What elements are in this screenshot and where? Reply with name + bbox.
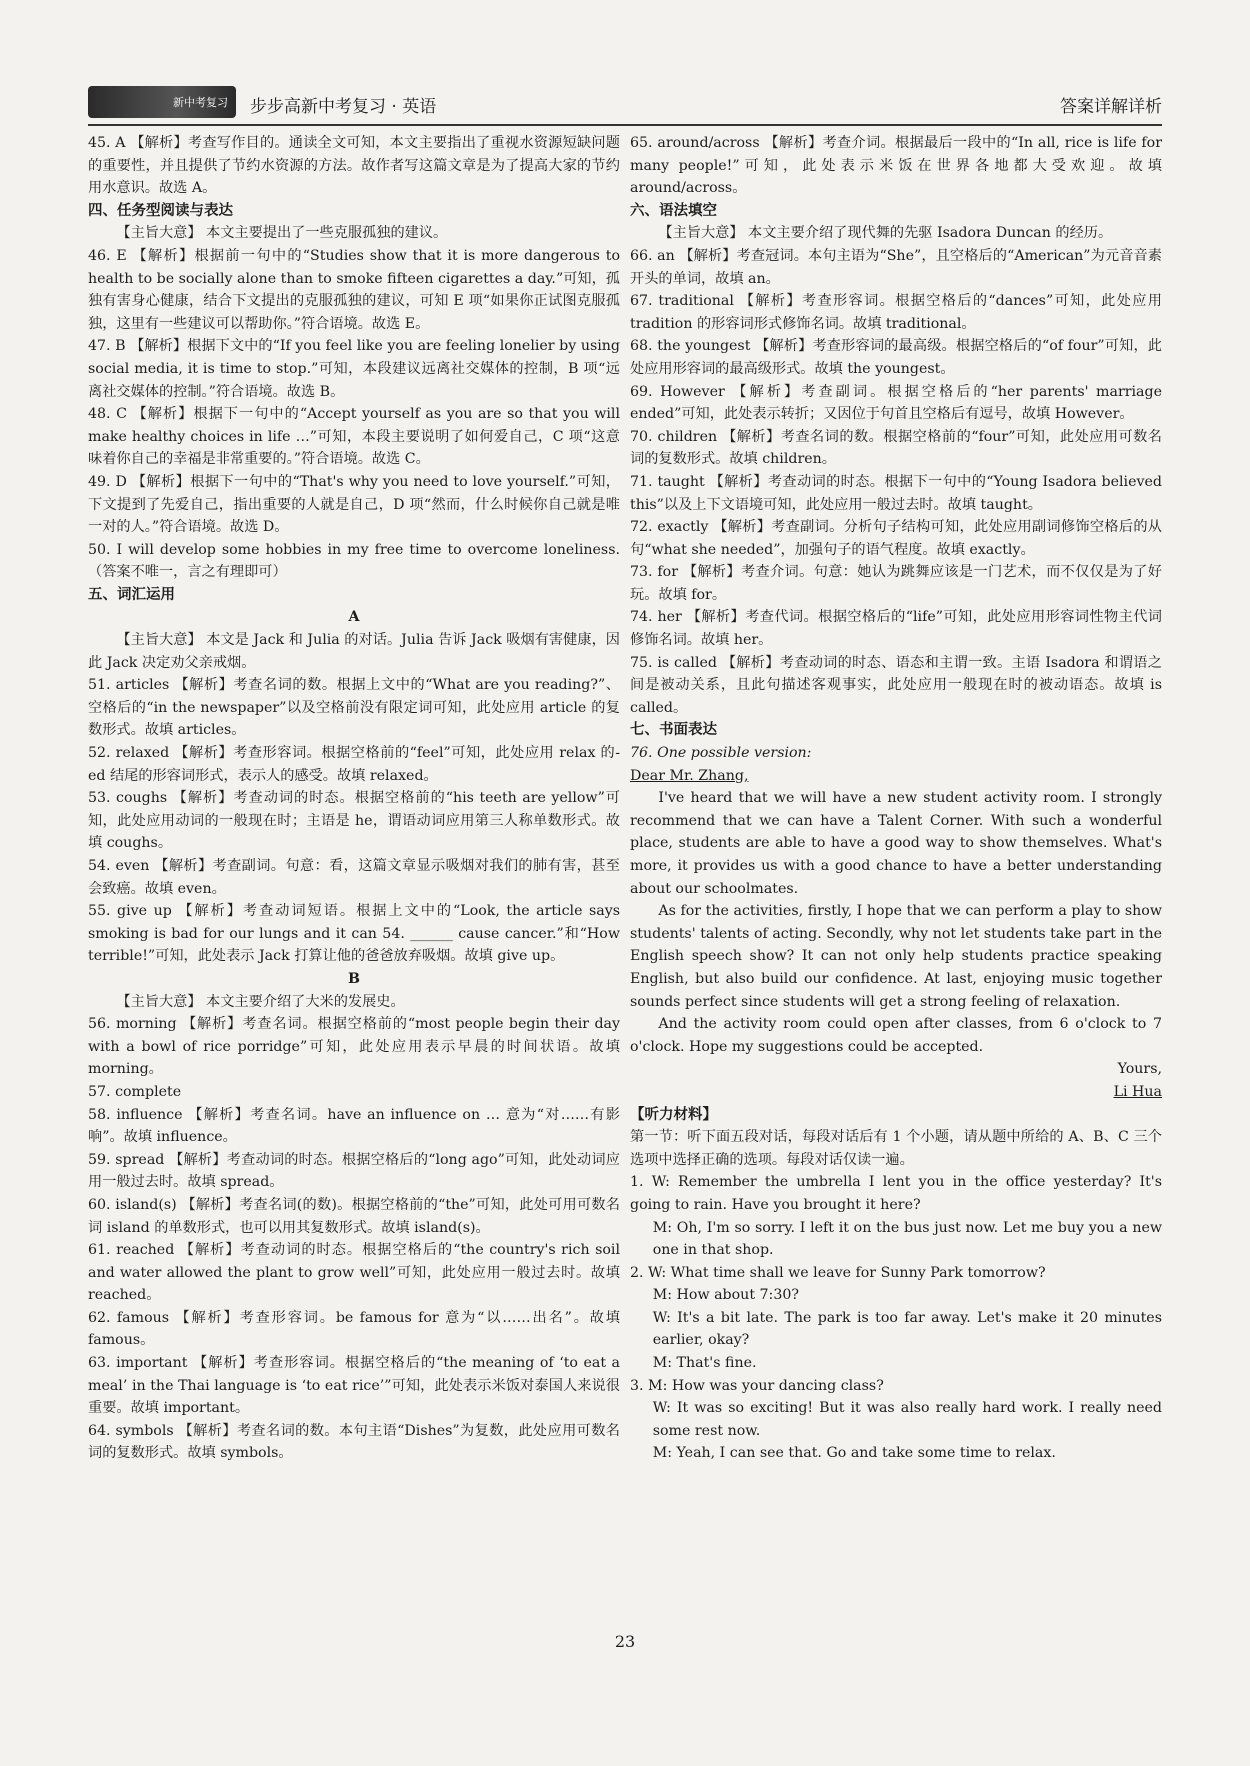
dialogue-line: M: How about 7:30? bbox=[652, 1287, 799, 1304]
answer-63: 63. important 【解析】考查形容词。根据空格后的“the meaning of ‘to eat a meal’ in the Thai language is ‘to eat rice’”可知，此处表示米饭对泰国人来说很重要。故填 important。 bbox=[88, 1355, 620, 1417]
dialogue-line: M: Yeah, I can see that. Go and take some time to relax. bbox=[652, 1445, 1056, 1462]
dialogue-line: 1. W: Remember the umbrella I lent you in the office yesterday? It's going to rain. Have you brought it here? bbox=[630, 1174, 1162, 1213]
main-idea: 【主旨大意】 本文主要介绍了现代舞的先驱 Isadora Duncan 的经历。 bbox=[658, 225, 1113, 242]
answer-68: 68. the youngest 【解析】考查形容词的最高级。根据空格后的“of four”可知，此处应用形容词的最高级形式。故填 the youngest。 bbox=[630, 338, 1162, 377]
header-title: 步步高新中考复习 · 英语 bbox=[250, 97, 437, 117]
answer-70: 70. children 【解析】考查名词的数。根据空格前的“four”可知，此处应用可数名词的复数形式。故填 children。 bbox=[630, 428, 1162, 468]
listening-heading: 【听力材料】 bbox=[630, 1106, 717, 1123]
answer-59: 59. spread 【解析】考查动词的时态。根据空格后的“long ago”可知，此处动词应用一般过去时。故填 spread。 bbox=[88, 1151, 620, 1191]
answer-49: 49. D 【解析】根据下一句中的“That's why you need to love yourself.”可知，下文提到了先爱自己，指出重要的人就是自己，D 项“然而，什么时候你自己就是唯一对的人。”符合语境。故选 D。 bbox=[88, 473, 620, 536]
answer-65: 65. around/across 【解析】考查介词。根据最后一段中的“In all, rice is life for many people!”可知，此处表示米饭在世界各地都大受欢迎。故填 around/across。 bbox=[630, 135, 1162, 197]
dialogue-line: M: That's fine. bbox=[652, 1355, 757, 1372]
answer-58: 58. influence 【解析】考查名词。have an influence on … 意为“对……有影响”。故填 influence。 bbox=[88, 1106, 620, 1146]
letter-paragraph: As for the activities, firstly, I hope that we can perform a play to show students' talents of acting. Secondly, why not let students take part in the English speech show? It can not only help students practice speaking English, but also build our confidence. At last, enjoying music together sounds perfect since students will get a strong feeling of relaxation. bbox=[630, 903, 1162, 1010]
answer-50: 50. I will develop some hobbies in my free time to overcome loneliness.（答案不唯一，言之有理即可） bbox=[88, 541, 620, 581]
answer-66: 66. an 【解析】考查冠词。本句主语为“She”，且空格后的“American”为元音音素开头的单词，故填 an。 bbox=[630, 247, 1162, 287]
letter-signature: Li Hua bbox=[1113, 1083, 1162, 1100]
page-header bbox=[88, 84, 1162, 126]
answer-64: 64. symbols 【解析】考查名词的数。本句主语“Dishes”为复数，此处应用可数名词的复数形式。故填 symbols。 bbox=[88, 1422, 620, 1462]
section-heading: 七、书面表达 bbox=[630, 722, 717, 739]
letter-greeting: Dear Mr. Zhang, bbox=[630, 767, 749, 784]
dialogue-line: M: Oh, I'm so sorry. I left it on the bus just now. Let me buy you a new one in that shop. bbox=[652, 1219, 1162, 1259]
book-logo-icon: 新中考复习 bbox=[88, 86, 236, 118]
answer-72: 72. exactly 【解析】考查副词。分析句子结构可知，此处应用副词修饰空格后的从句“what she needed”，加强句子的语气程度。故填 exactly。 bbox=[630, 519, 1162, 558]
answer-47: 47. B 【解析】根据下文中的“If you feel like you are feeling lonelier by using social media, it is time to stop.”可知，本段建议远离社交媒体的控制，B 项“远离社交媒体的控制。”符合语境。故选 B。 bbox=[88, 338, 620, 400]
answer-45: 45. A 【解析】考查写作目的。通读全文可知，本文主要指出了重视水资源短缺问题的重要性，并且提供了节约水资源的方法。故作者写这篇文章是为了提高大家的节约用水意识。故选 A。 bbox=[88, 135, 620, 197]
answer-57: 57. complete bbox=[88, 1083, 182, 1100]
section-heading: 四、任务型阅读与表达 bbox=[88, 202, 233, 219]
answer-46: 46. E 【解析】根据前一句中的“Studies show that it is more dangerous to health to be socially alone than to smoke fifteen cigarettes a day.”可知，孤独有害身心健康，结合下文提出的克服孤独的建议，可知 E 项“如果你正试图克服孤独，这里有一些建议可以帮助你。”符合语境。故选 E。 bbox=[88, 247, 620, 332]
answer-73: 73. for 【解析】考查介词。句意：她认为跳舞应该是一门艺术，而不仅仅是为了好玩。故填 for。 bbox=[630, 564, 1162, 603]
answer-69: 69. However 【解析】考查副词。根据空格后的“her parents' marriage ended”可知，此处表示转折；又因位于句首且空格后有逗号，故填 However。 bbox=[630, 383, 1162, 423]
answer-51: 51. articles 【解析】考查名词的数。根据上文中的“What are you reading?”、空格后的“in the newspaper”以及空格前没有限定词可知，此处应用 article 的复数形式。故填 articles。 bbox=[88, 677, 620, 739]
dialogue-line: W: It's a bit late. The park is too far away. Let's make it 20 minutes earlier, okay? bbox=[652, 1309, 1162, 1349]
dialogue-line: W: It was so exciting! But it was also really hard work. I really need some rest now. bbox=[652, 1400, 1162, 1439]
header-section: 答案详解详析 bbox=[1060, 97, 1162, 117]
answer-55: 55. give up 【解析】考查动词短语。根据上文中的“Look, the article says smoking is bad for our lungs and it can 54. ______ cause cancer.”和“How terrible!”可知，此处表示 Jack 打算让他的爸爸放弃吸烟。故填 give up。 bbox=[88, 903, 620, 965]
main-idea: 【主旨大意】 本文是 Jack 和 Julia 的对话。Julia 告诉 Jack 吸烟有害健康，因此 Jack 决定劝父亲戒烟。 bbox=[88, 632, 620, 671]
left-column bbox=[88, 132, 620, 1465]
answer-52: 52. relaxed 【解析】考查形容词。根据空格前的“feel”可知，此处应用 relax 的-ed 结尾的形容词形式，表示人的感受。故填 relaxed。 bbox=[88, 745, 620, 784]
section-heading: 五、词汇运用 bbox=[88, 586, 175, 603]
letter-closing: Yours, bbox=[1117, 1061, 1162, 1078]
answer-76-label: 76. One possible version: bbox=[630, 745, 812, 762]
main-idea: 【主旨大意】 本文主要介绍了大米的发展史。 bbox=[116, 993, 405, 1010]
answer-75: 75. is called 【解析】考查动词的时态、语态和主谓一致。主语 Isadora 和谓语之间是被动关系，且此句描述客观事实，此处应用一般现在时的被动语态。故填 is called。 bbox=[630, 654, 1162, 716]
page-number: 23 bbox=[614, 1632, 636, 1651]
answer-48: 48. C 【解析】根据下一句中的“Accept yourself as you are so that you will make healthy choices in life …”可知，本段主要说明了如何爱自己，C 项“这意味着你自己的幸福是非常重要的。”符合语境。故选 C。 bbox=[88, 406, 620, 468]
answer-54: 54. even 【解析】考查副词。句意：看，这篇文章显示吸烟对我们的肺有害，甚至会致癌。故填 even。 bbox=[88, 858, 620, 897]
answer-74: 74. her 【解析】考查代词。根据空格后的“life”可知，此处应用形容词性物主代词修饰名词。故填 her。 bbox=[630, 609, 1162, 649]
letter-paragraph: And the activity room could open after classes, from 6 o'clock to 7 o'clock. Hope my suggestions could be accepted. bbox=[630, 1016, 1162, 1055]
answer-56: 56. morning 【解析】考查名词。根据空格前的“most people begin their day with a bowl of rice porridge”可知，此处应用表示早晨的时间状语。故填 morning。 bbox=[88, 1016, 620, 1078]
section-heading: 六、语法填空 bbox=[630, 202, 717, 219]
answer-61: 61. reached 【解析】考查动词的时态。根据空格后的“the country's rich soil and water allowed the plant to grow well”可知，此处应用一般过去时。故填 reached。 bbox=[88, 1242, 620, 1304]
listening-instruction: 第一节：听下面五段对话，每段对话后有 1 个小题，请从题中所给的 A、B、C 三个选项中选择正确的选项。每段对话仅读一遍。 bbox=[630, 1129, 1162, 1168]
part-label: B bbox=[348, 970, 360, 987]
letter-paragraph: I've heard that we will have a new student activity room. I strongly recommend that we can have a Talent Corner. With such a wonderful place, students are able to have a good way to show themselves. What's more, it provides us with a good chance to have a better understanding about our schoolmates. bbox=[630, 790, 1162, 897]
answer-67: 67. traditional 【解析】考查形容词。根据空格后的“dances”可知，此处应用 tradition 的形容词形式修饰名词。故填 traditional。 bbox=[630, 293, 1162, 332]
answer-60: 60. island(s) 【解析】考查名词(的数)。根据空格前的“the”可知，此处可用可数名词 island 的单数形式，也可以用其复数形式。故填 island(s)。 bbox=[88, 1196, 620, 1236]
right-column bbox=[630, 132, 1162, 1465]
part-label: A bbox=[348, 609, 360, 626]
dialogue-line: 3. M: How was your dancing class? bbox=[630, 1377, 884, 1394]
answer-53: 53. coughs 【解析】考查动词的时态。根据空格前的“his teeth are yellow”可知，此处应用动词的一般现在时；主语是 he，谓语动词应用第三人称单数形式。故填 coughs。 bbox=[88, 790, 620, 852]
answer-62: 62. famous 【解析】考查形容词。be famous for 意为“以……出名”。故填 famous。 bbox=[88, 1309, 620, 1349]
answer-71: 71. taught 【解析】考查动词的时态。根据下一句中的“Young Isadora believed this”以及上下文语境可知，此处应用一般过去时。故填 taught。 bbox=[630, 473, 1162, 513]
dialogue-line: 2. W: What time shall we leave for Sunny Park tomorrow? bbox=[630, 1264, 1046, 1281]
main-idea: 【主旨大意】 本文主要提出了一些克服孤独的建议。 bbox=[116, 225, 448, 242]
